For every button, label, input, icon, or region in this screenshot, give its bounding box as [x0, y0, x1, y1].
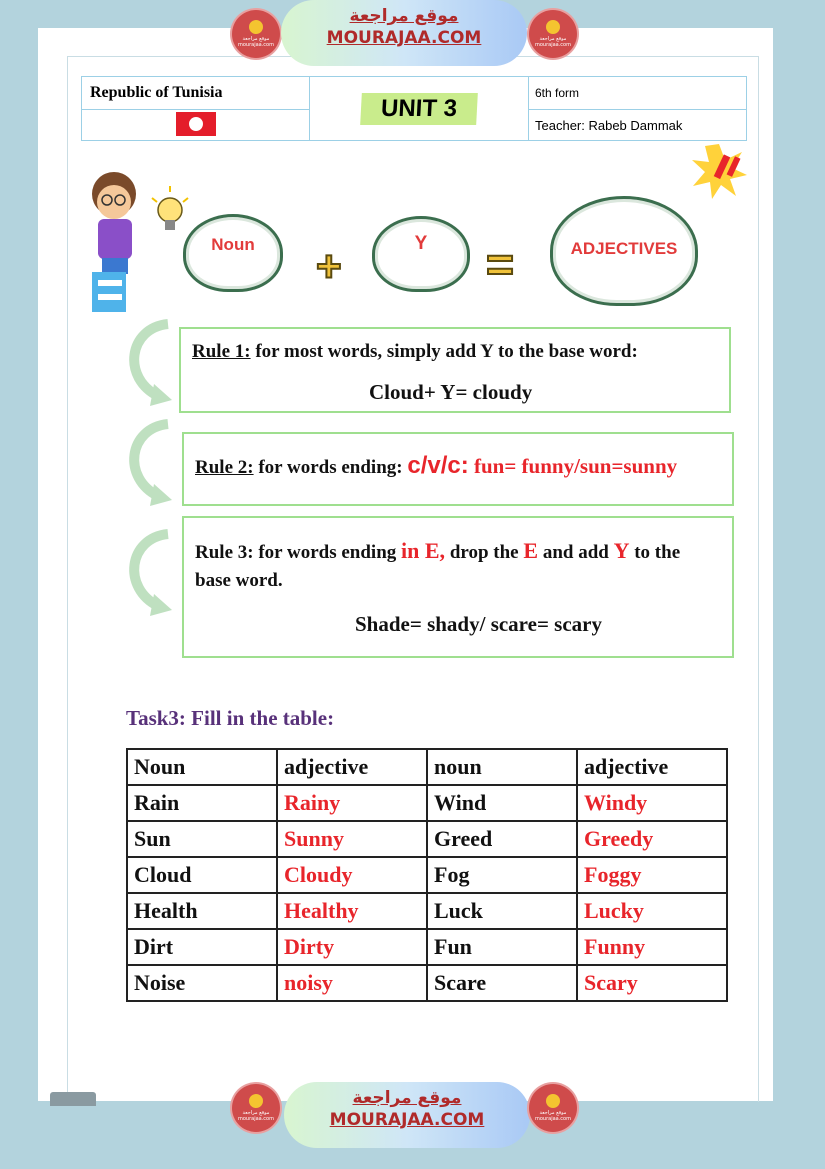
rule-3-example: Shade= shady/ scare= scary — [355, 612, 602, 636]
adjectives-cloud — [550, 196, 698, 306]
noun-cell: Fog — [427, 857, 577, 893]
rule-3-text-line-2: base word. — [195, 570, 283, 591]
adjective-answer-cell: Dirty — [277, 929, 427, 965]
adjectives-cloud-label: ADJECTIVES — [570, 239, 678, 258]
noun-cloud — [183, 214, 283, 292]
noun-cell: Scare — [427, 965, 577, 1001]
table-row — [127, 965, 727, 1001]
table-row — [127, 821, 727, 857]
table-row — [127, 893, 727, 929]
adjective-answer-cell: Funny — [577, 929, 727, 965]
site-banner-bottom[interactable] — [284, 1082, 530, 1148]
table-header-row — [127, 749, 727, 785]
equals-sign: = — [486, 239, 515, 292]
rule-1-text: Rule 1: for most words, simply add Y to the base word: — [192, 341, 638, 362]
form-label: 6th form — [529, 77, 747, 110]
adjective-answer-cell: Healthy — [277, 893, 427, 929]
task-title: Task3: Fill in the table: — [126, 706, 335, 730]
rule-1-box — [179, 327, 731, 413]
site-logo-right-top[interactable]: موقع مراجعة mourajaa.com — [529, 10, 577, 58]
adjective-answer-cell: Sunny — [277, 821, 427, 857]
curved-arrow-icon — [118, 318, 178, 410]
noun-cell: Dirt — [127, 929, 277, 965]
adjective-answer-cell: noisy — [277, 965, 427, 1001]
boy-with-lightbulb-illustration — [88, 164, 192, 314]
table-header-cell: noun — [427, 749, 577, 785]
adjective-answer-cell: Windy — [577, 785, 727, 821]
table-row — [127, 857, 727, 893]
page-tab-marker — [50, 1092, 96, 1106]
curved-arrow-icon — [118, 528, 178, 620]
rule-1-example: Cloud+ Y= cloudy — [369, 380, 533, 404]
y-cloud-label: Y — [414, 233, 428, 254]
site-logo-left-bottom[interactable]: موقع مراجعة mourajaa.com — [232, 1084, 280, 1132]
plus-sign: + — [316, 242, 342, 291]
noun-cell: Noise — [127, 965, 277, 1001]
table-header-cell: adjective — [577, 749, 727, 785]
noun-cloud-label: Noun — [211, 235, 255, 254]
noun-cell: Rain — [127, 785, 277, 821]
site-banner-top[interactable] — [281, 0, 527, 66]
worksheet-header — [81, 76, 747, 141]
site-logo-left-top[interactable]: موقع مراجعة mourajaa.com — [232, 10, 280, 58]
noun-cell: Health — [127, 893, 277, 929]
noun-cell: Luck — [427, 893, 577, 929]
tunisia-flag-icon — [176, 112, 216, 136]
rule-2-text: Rule 2: for words ending: c/v/c: fun= funny/sun=sunny — [195, 452, 678, 479]
rule-2-box — [182, 432, 734, 506]
table-row — [127, 929, 727, 965]
rule-3-box — [182, 516, 734, 658]
noun-cell: Cloud — [127, 857, 277, 893]
site-domain-link[interactable]: MOURAJAA.COM — [329, 1110, 485, 1130]
noun-cell: Greed — [427, 821, 577, 857]
exclamation-burst-icon — [690, 142, 748, 200]
teacher-label: Teacher: Rabeb Dammak — [529, 110, 747, 141]
curved-arrow-icon — [118, 418, 178, 510]
table-header-cell: adjective — [277, 749, 427, 785]
site-domain-link[interactable]: MOURAJAA.COM — [326, 28, 482, 48]
noun-cell: Wind — [427, 785, 577, 821]
adjective-answer-cell: Lucky — [577, 893, 727, 929]
adjective-answer-cell: Rainy — [277, 785, 427, 821]
adjective-answer-cell: Greedy — [577, 821, 727, 857]
adjectives-table — [126, 748, 728, 1002]
table-row — [127, 785, 727, 821]
adjective-answer-cell: Cloudy — [277, 857, 427, 893]
site-arabic-name: موقع مراجعة — [352, 1088, 462, 1108]
noun-cell: Fun — [427, 929, 577, 965]
table-header-cell: Noun — [127, 749, 277, 785]
adjective-answer-cell: Scary — [577, 965, 727, 1001]
flag-cell — [82, 110, 310, 141]
y-cloud — [372, 216, 470, 292]
country-label: Republic of Tunisia — [82, 77, 310, 110]
noun-cell: Sun — [127, 821, 277, 857]
unit-cell — [310, 77, 529, 141]
unit-title: UNIT 3 — [360, 93, 478, 125]
rule-3-text: Rule 3: for words ending in E, drop the E and add Y to the — [195, 538, 681, 563]
site-arabic-name: موقع مراجعة — [349, 6, 459, 26]
adjective-answer-cell: Foggy — [577, 857, 727, 893]
site-logo-right-bottom[interactable]: موقع مراجعة mourajaa.com — [529, 1084, 577, 1132]
